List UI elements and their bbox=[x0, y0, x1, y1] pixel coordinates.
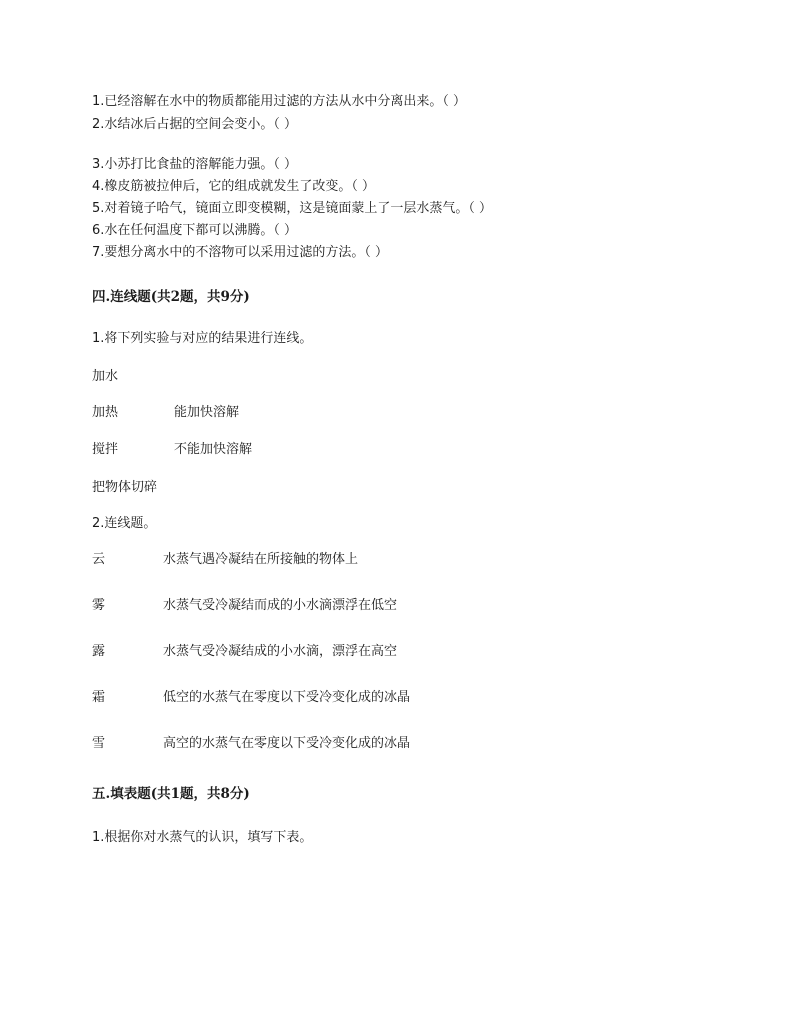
matching-q1-left-3: 搅拌 bbox=[92, 442, 119, 457]
matching-q2-right-3: 水蒸气受冷凝结成的小水滴，漂浮在高空 bbox=[163, 644, 398, 659]
matching-q1-prompt: 1.将下列实验与对应的结果进行连线。 bbox=[92, 331, 313, 346]
judgement-item-6: 6.水在任何温度下都可以沸腾。（ ） bbox=[92, 223, 298, 238]
matching-q2-left-3: 露 bbox=[92, 644, 106, 659]
judgement-item-1: 1.已经溶解在水中的物质都能用过滤的方法从水中分离出来。（ ） bbox=[92, 94, 467, 109]
matching-q2-prompt: 2.连线题。 bbox=[92, 516, 157, 531]
matching-q1-right-1: 能加快溶解 bbox=[174, 405, 240, 420]
judgement-item-2: 2.水结冰后占据的空间会变小。（ ） bbox=[92, 117, 298, 132]
section-heading-matching: 四.连线题(共2题，共9分) bbox=[92, 289, 250, 305]
matching-q2-left-5: 雪 bbox=[92, 736, 106, 751]
table-q1-prompt: 1.根据你对水蒸气的认识，填写下表。 bbox=[92, 830, 313, 845]
matching-q2-left-1: 云 bbox=[92, 552, 106, 567]
matching-q1-left-4: 把物体切碎 bbox=[92, 480, 158, 495]
section-heading-table: 五.填表题(共1题，共8分) bbox=[92, 786, 250, 802]
matching-q2-right-5: 高空的水蒸气在零度以下受冷变化成的冰晶 bbox=[163, 736, 411, 751]
matching-q2-right-1: 水蒸气遇冷凝结在所接触的物体上 bbox=[163, 552, 359, 567]
matching-q2-right-2: 水蒸气受冷凝结而成的小水滴漂浮在低空 bbox=[163, 598, 398, 613]
judgement-item-7: 7.要想分离水中的不溶物可以采用过滤的方法。（ ） bbox=[92, 245, 389, 260]
matching-q1-left-1: 加水 bbox=[92, 369, 119, 384]
matching-q2-right-4: 低空的水蒸气在零度以下受冷变化成的冰晶 bbox=[163, 690, 411, 705]
matching-q1-right-2: 不能加快溶解 bbox=[174, 442, 253, 457]
matching-q2-left-2: 雾 bbox=[92, 598, 106, 613]
judgement-item-3: 3.小苏打比食盐的溶解能力强。（ ） bbox=[92, 157, 298, 172]
judgement-item-4: 4.橡皮筋被拉伸后，它的组成就发生了改变。（ ） bbox=[92, 179, 376, 194]
judgement-item-5: 5.对着镜子哈气，镜面立即变模糊，这是镜面蒙上了一层水蒸气。（ ） bbox=[92, 201, 493, 216]
matching-q1-left-2: 加热 bbox=[92, 405, 119, 420]
matching-q2-left-4: 霜 bbox=[92, 690, 106, 705]
